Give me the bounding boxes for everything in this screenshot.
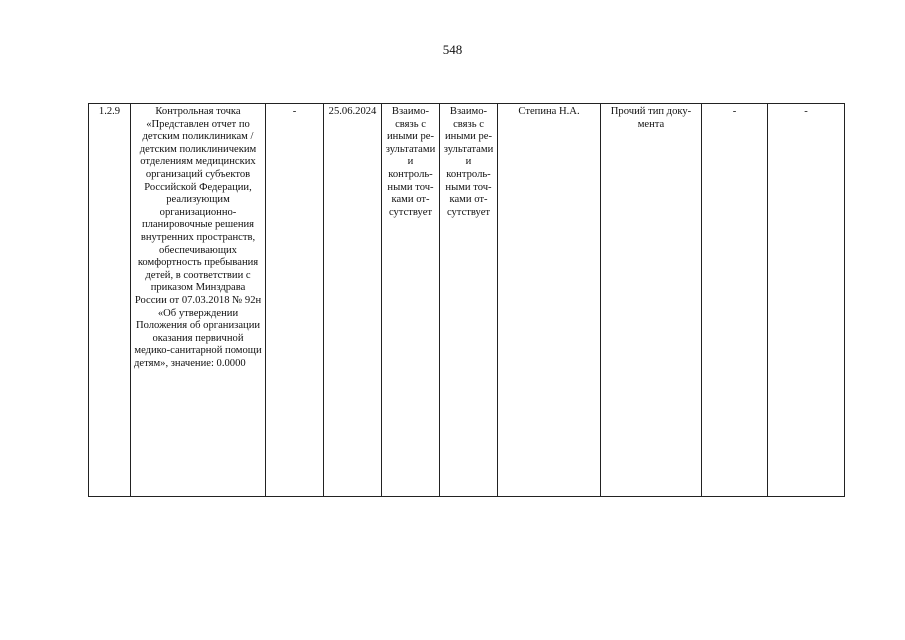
start-date: - xyxy=(292,106,297,117)
successor-text: Взаимо- связь с иными ре- зультатами и контроль- ными точ- ками от- сутствует xyxy=(443,106,494,218)
row-description: Контрольная точка «Представлен отчет по детским поликлиникам / детским поликлиничеким отделениям медицинских организаций субъектов Российской Федерации, реализующим организационно-планировочные решения внутренних пространств, обеспечивающих комфортность пребывания детей, в соответствии с приказом Минздрава России от 07.03.2018 № 92н «Об утверждении Положения об организации оказания первичной медико-санитарной помощи детям», значение: 0.0000 xyxy=(134,106,262,369)
page-number: 548 xyxy=(442,42,463,57)
end-date-cell xyxy=(324,104,382,497)
column-10-cell xyxy=(768,104,845,497)
control-point-table xyxy=(88,103,845,497)
column-9-value: - xyxy=(732,106,737,117)
successor-cell xyxy=(440,104,498,497)
column-10-value: - xyxy=(804,106,808,117)
column-9-cell xyxy=(702,104,768,497)
responsible-person: Степина Н.А. xyxy=(518,106,580,117)
start-date-cell xyxy=(266,104,324,497)
description-cell xyxy=(131,104,266,497)
table-row xyxy=(89,104,845,497)
responsible-cell xyxy=(498,104,601,497)
document-type: Прочий тип доку- мента xyxy=(610,106,692,130)
predecessor-text: Взаимо- связь с иными ре- зультатами и контроль- ными точ- ками от- сутствует xyxy=(385,106,436,218)
document-type-cell xyxy=(601,104,702,497)
row-number-cell xyxy=(89,104,131,497)
predecessor-cell xyxy=(382,104,440,497)
row-number: 1.2.9 xyxy=(98,106,121,117)
end-date: 25.06.2024 xyxy=(328,106,377,117)
